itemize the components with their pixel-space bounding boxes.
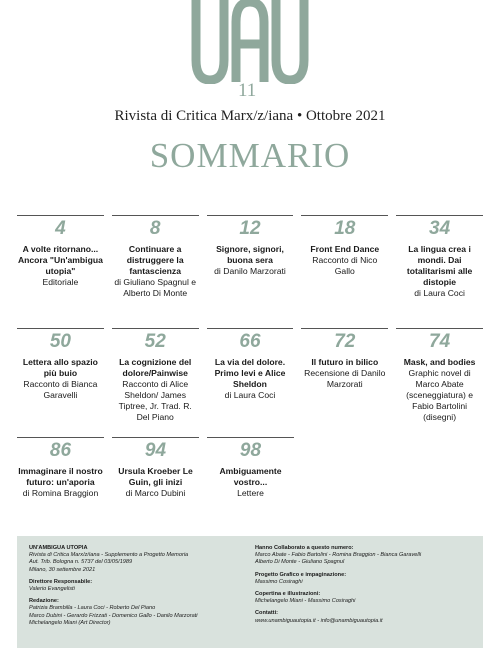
article-page: 12 bbox=[239, 218, 261, 239]
article-entry[interactable] bbox=[301, 215, 388, 315]
article-title: Ursula Kroeber Le Guin, gli inizi bbox=[118, 466, 193, 487]
article-desc: di Laura Coci bbox=[224, 390, 276, 400]
article-page: 4 bbox=[55, 218, 66, 239]
article-desc: Editoriale bbox=[42, 277, 79, 287]
colophon-left bbox=[29, 545, 245, 639]
article-title: Lettera allo spazio più buio bbox=[22, 357, 98, 378]
contributors-label: Hanno Collaborato a questo numero: bbox=[255, 545, 354, 551]
director-name: Valerio Evangelisti bbox=[29, 586, 75, 593]
cover-label: Copertina e illustrazioni: bbox=[255, 591, 321, 598]
article-page: 50 bbox=[49, 331, 71, 352]
article-page: 18 bbox=[334, 218, 356, 239]
publication-date: Milano, 30 settembre 2021 bbox=[29, 566, 96, 573]
cover-names: Michelangelo Miani - Massimo Cosiraghi bbox=[255, 598, 356, 605]
article-title: A volte ritornano... Ancora "Un'ambigua utopia" bbox=[17, 244, 103, 276]
masthead bbox=[0, 0, 500, 100]
article-page: 52 bbox=[144, 331, 166, 352]
article-title: Front End Dance bbox=[310, 244, 380, 254]
article-entry[interactable] bbox=[207, 437, 294, 499]
publication-desc: Rivista di Critica Marx/z/iana - Supplemento a Progetto Memoria bbox=[29, 552, 189, 559]
article-title: La lingua crea i mondi. Dai totalitarismi alle distopie bbox=[406, 244, 473, 287]
redazione-label: Redazione: bbox=[29, 598, 59, 605]
article-page: 66 bbox=[239, 331, 261, 352]
article-entry[interactable] bbox=[112, 437, 199, 499]
colophon-right bbox=[255, 545, 471, 639]
colophon bbox=[17, 536, 483, 648]
article-title: Signore, signori, buona sera bbox=[216, 244, 284, 265]
contents-row bbox=[17, 437, 483, 499]
graphic-label: Progetto Grafico e impaginazione: bbox=[255, 571, 347, 578]
article-entry[interactable] bbox=[207, 215, 294, 315]
article-title: Il futuro in bilico bbox=[311, 357, 379, 367]
publication-name: UN'AMBIGUA UTOPIA bbox=[29, 545, 88, 551]
article-desc: Racconto di Nico Gallo bbox=[312, 255, 378, 276]
article-title: Immaginare il nostro futuro: un'aporia bbox=[18, 466, 103, 487]
magazine-subtitle: Rivista di Critica Marx/z/iana • Ottobre 2021 bbox=[114, 108, 386, 124]
article-page: 74 bbox=[429, 331, 451, 352]
article-title: La cognizione del dolore/Painwise bbox=[119, 357, 192, 378]
article-desc: di Marco Dubini bbox=[125, 488, 186, 498]
article-desc: Graphic novel di Marco Abate (sceneggiatura) e Fabio Bartolini (disegni) bbox=[406, 368, 474, 422]
contents-row bbox=[17, 328, 483, 423]
issue-number: 11 bbox=[238, 80, 257, 101]
article-page: 94 bbox=[144, 440, 167, 461]
uau-logo bbox=[190, 0, 310, 84]
article-entry[interactable] bbox=[396, 215, 483, 315]
page-title: SOMMARIO bbox=[149, 136, 351, 175]
article-page: 86 bbox=[49, 440, 72, 461]
article-title: Mask, and bodies bbox=[403, 357, 476, 367]
contributors-names: Marco Abate - Fabio Bartolini - Romina Braggion - Bianca Garavelli bbox=[255, 552, 422, 559]
article-entry[interactable] bbox=[112, 328, 199, 423]
article-entry[interactable] bbox=[301, 328, 388, 423]
article-desc: Racconto di Alice Sheldon/ James Tiptree, Jr. Trad. R. Del Piano bbox=[118, 379, 192, 422]
article-page: 34 bbox=[429, 218, 451, 239]
article-entry[interactable] bbox=[17, 215, 104, 315]
article-desc: di Laura Coci bbox=[414, 288, 465, 298]
article-title: Ambiguamente vostro... bbox=[219, 466, 282, 487]
article-entry[interactable] bbox=[396, 328, 483, 423]
director-label: Direttore Responsabile: bbox=[29, 578, 93, 585]
article-entry[interactable] bbox=[112, 215, 199, 315]
article-desc: di Romina Braggion bbox=[22, 488, 99, 498]
contributors-names: Alberto Di Monte - Giuliano Spagnul bbox=[255, 559, 345, 566]
article-desc: Recensione di Danilo Marzorati bbox=[304, 368, 386, 389]
article-entry[interactable] bbox=[207, 328, 294, 423]
redazione-names: Marco Dubini - Gerardo Frizzati - Domenico Gallo - Danilo Marzorati bbox=[29, 612, 198, 619]
article-page: 8 bbox=[149, 218, 161, 239]
article-desc: di Giuliano Spagnul e Alberto Di Monte bbox=[114, 277, 197, 298]
article-page: 98 bbox=[239, 440, 262, 461]
article-desc: Racconto di Bianca Garavelli bbox=[23, 379, 98, 400]
redazione-names: Patrizia Brambilla - Laura Coci - Roberto Del Piano bbox=[29, 605, 156, 612]
publication-authorization: Aut. Trib. Bologna n. 5737 del 03/05/1989 bbox=[29, 559, 133, 566]
contacts-link[interactable]: www.unambiguautopia.it - info@unambiguautopia.it bbox=[255, 617, 383, 624]
redazione-names: Michelangelo Miani (Art Director) bbox=[29, 619, 111, 626]
contacts-label: Contatti: bbox=[255, 610, 278, 617]
article-title: La via del dolore. Primo levi e Alice Sheldon bbox=[214, 357, 286, 389]
contents-row bbox=[17, 215, 483, 315]
article-desc: Lettere bbox=[237, 488, 264, 498]
article-entry[interactable] bbox=[17, 437, 104, 499]
article-title: Continuare a distruggere la fantascienza bbox=[126, 244, 184, 276]
article-page: 72 bbox=[334, 331, 356, 352]
graphic-name: Massimo Cosiraghi bbox=[255, 578, 303, 585]
article-entry[interactable] bbox=[17, 328, 104, 423]
article-desc: di Danilo Marzorati bbox=[214, 266, 286, 276]
